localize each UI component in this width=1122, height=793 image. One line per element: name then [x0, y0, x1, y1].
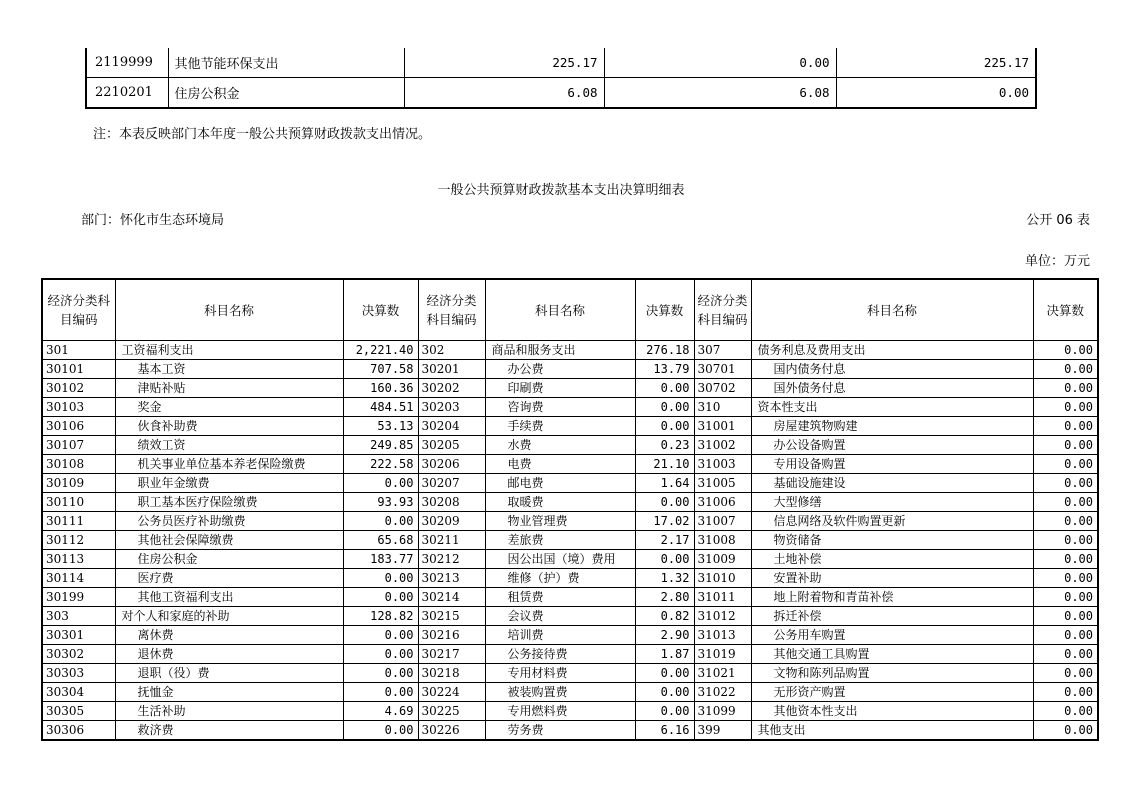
subject-code-cell: 30207	[418, 474, 485, 493]
amount-cell: 0.00	[1033, 607, 1098, 626]
subject-name-cell: 生活补助	[115, 702, 343, 721]
subject-name-cell: 机关事业单位基本养老保险缴费	[115, 455, 343, 474]
subject-name-cell: 抚恤金	[115, 683, 343, 702]
table-row	[42, 379, 1098, 398]
subject-name-cell: 租赁费	[485, 588, 635, 607]
subject-code-cell: 303	[42, 607, 115, 626]
subject-name-cell: 办公设备购置	[751, 436, 1033, 455]
expenditure-detail-table	[41, 278, 1099, 741]
subject-name-cell: 无形资产购置	[751, 683, 1033, 702]
subject-name-cell: 手续费	[485, 417, 635, 436]
table-row	[42, 569, 1098, 588]
subject-name-cell: 因公出国（境）费用	[485, 550, 635, 569]
subject-code-cell: 30109	[42, 474, 115, 493]
table-row	[42, 341, 1098, 360]
amount-cell: 160.36	[343, 379, 418, 398]
subject-code-cell: 30226	[418, 721, 485, 741]
subject-code-cell: 30305	[42, 702, 115, 721]
subject-name-cell: 奖金	[115, 398, 343, 417]
amount-cell: 0.00	[1033, 588, 1098, 607]
subject-code-cell: 30209	[418, 512, 485, 531]
subject-code-cell: 2210201	[86, 78, 168, 109]
expenditure-table-body	[42, 279, 1098, 740]
subject-code-cell: 31019	[694, 645, 751, 664]
subject-name-cell: 土地补偿	[751, 550, 1033, 569]
subject-name-cell: 公务员医疗补助缴费	[115, 512, 343, 531]
amount-cell: 0.00	[836, 78, 1036, 109]
subject-code-cell: 31001	[694, 417, 751, 436]
amount-cell: 0.00	[343, 474, 418, 493]
header-code: 经济分类科目编码	[694, 279, 751, 341]
subject-code-cell: 31099	[694, 702, 751, 721]
table-row	[42, 474, 1098, 493]
amount-cell: 0.00	[635, 702, 694, 721]
subject-name-cell: 其他资本性支出	[751, 702, 1033, 721]
subject-code-cell: 31005	[694, 474, 751, 493]
subject-name-cell: 邮电费	[485, 474, 635, 493]
amount-cell: 0.00	[1033, 683, 1098, 702]
subject-name-cell: 专用设备购置	[751, 455, 1033, 474]
subject-code-cell: 30106	[42, 417, 115, 436]
subject-code-cell: 30110	[42, 493, 115, 512]
header-amount: 决算数	[1033, 279, 1098, 341]
department-line	[81, 209, 224, 228]
amount-cell: 225.17	[836, 48, 1036, 78]
subject-code-cell: 30211	[418, 531, 485, 550]
amount-cell: 17.02	[635, 512, 694, 531]
subject-code-cell: 30215	[418, 607, 485, 626]
table-row	[42, 683, 1098, 702]
subject-code-cell: 310	[694, 398, 751, 417]
subject-code-cell: 301	[42, 341, 115, 360]
amount-cell: 2,221.40	[343, 341, 418, 360]
header-row	[42, 279, 1098, 341]
subject-code-cell: 30301	[42, 626, 115, 645]
subject-code-cell: 30702	[694, 379, 751, 398]
subject-code-cell: 307	[694, 341, 751, 360]
amount-cell: 0.00	[1033, 626, 1098, 645]
subject-name-cell: 电费	[485, 455, 635, 474]
amount-cell: 183.77	[343, 550, 418, 569]
subject-name-cell: 取暖费	[485, 493, 635, 512]
amount-cell: 0.00	[1033, 702, 1098, 721]
subject-code-cell: 30111	[42, 512, 115, 531]
subject-code-cell: 30225	[418, 702, 485, 721]
header-amount: 决算数	[635, 279, 694, 341]
amount-cell: 53.13	[343, 417, 418, 436]
subject-code-cell: 31022	[694, 683, 751, 702]
subject-code-cell: 30212	[418, 550, 485, 569]
amount-cell: 0.00	[635, 493, 694, 512]
subject-code-cell: 30303	[42, 664, 115, 683]
subject-code-cell: 30114	[42, 569, 115, 588]
subject-name-cell: 文物和陈列品购置	[751, 664, 1033, 683]
table-row	[86, 78, 1036, 109]
subject-name-cell: 医疗费	[115, 569, 343, 588]
amount-cell: 484.51	[343, 398, 418, 417]
subject-code-cell: 31012	[694, 607, 751, 626]
subject-name-cell: 会议费	[485, 607, 635, 626]
subject-code-cell: 30208	[418, 493, 485, 512]
table-row	[42, 721, 1098, 741]
amount-cell: 0.00	[343, 683, 418, 702]
table-row	[42, 512, 1098, 531]
department-name: 怀化市生态环境局	[120, 213, 225, 228]
amount-cell: 0.00	[635, 664, 694, 683]
table-row	[86, 48, 1036, 78]
subject-name-cell: 房屋建筑物购建	[751, 417, 1033, 436]
amount-cell: 0.00	[343, 569, 418, 588]
table-row	[42, 455, 1098, 474]
subject-name-cell: 维修（护）费	[485, 569, 635, 588]
table-row	[42, 550, 1098, 569]
subject-code-cell: 30103	[42, 398, 115, 417]
amount-cell: 2.17	[635, 531, 694, 550]
subject-code-cell: 31002	[694, 436, 751, 455]
subject-code-cell: 399	[694, 721, 751, 741]
subject-name-cell: 住房公积金	[115, 550, 343, 569]
subject-name-cell: 债务利息及费用支出	[751, 341, 1033, 360]
amount-cell: 1.64	[635, 474, 694, 493]
subject-name-cell: 绩效工资	[115, 436, 343, 455]
subject-name-cell: 办公费	[485, 360, 635, 379]
subject-name-cell: 基本工资	[115, 360, 343, 379]
subject-name-cell: 咨询费	[485, 398, 635, 417]
table-row	[42, 664, 1098, 683]
amount-cell: 0.00	[1033, 493, 1098, 512]
subject-name-cell: 其他交通工具购置	[751, 645, 1033, 664]
subject-code-cell: 30218	[418, 664, 485, 683]
subject-code-cell: 30102	[42, 379, 115, 398]
amount-cell: 276.18	[635, 341, 694, 360]
amount-cell: 1.87	[635, 645, 694, 664]
amount-cell: 707.58	[343, 360, 418, 379]
table-row	[42, 531, 1098, 550]
table-row	[42, 702, 1098, 721]
amount-cell: 13.79	[635, 360, 694, 379]
subject-name-cell: 救济费	[115, 721, 343, 741]
subject-name-cell: 伙食补助费	[115, 417, 343, 436]
subject-name-cell: 退职（役）费	[115, 664, 343, 683]
subject-code-cell: 30113	[42, 550, 115, 569]
subject-name-cell: 津贴补贴	[115, 379, 343, 398]
subject-code-cell: 30224	[418, 683, 485, 702]
subject-name-cell: 对个人和家庭的补助	[115, 607, 343, 626]
subject-code-cell: 30201	[418, 360, 485, 379]
amount-cell: 0.00	[1033, 379, 1098, 398]
amount-cell: 0.00	[343, 588, 418, 607]
amount-cell: 249.85	[343, 436, 418, 455]
subject-name-cell: 安置补助	[751, 569, 1033, 588]
subject-name-cell: 工资福利支出	[115, 341, 343, 360]
subject-code-cell: 30213	[418, 569, 485, 588]
table-row	[42, 493, 1098, 512]
amount-cell: 93.93	[343, 493, 418, 512]
subject-code-cell: 30108	[42, 455, 115, 474]
subject-name-cell: 职业年金缴费	[115, 474, 343, 493]
subject-name-cell: 职工基本医疗保险缴费	[115, 493, 343, 512]
subject-name-cell: 资本性支出	[751, 398, 1033, 417]
subject-name-cell: 拆迁补偿	[751, 607, 1033, 626]
page-title: 一般公共预算财政拨款基本支出决算明细表	[437, 183, 685, 198]
table-note: 注：本表反映部门本年度一般公共预算财政拨款支出情况。	[93, 127, 432, 142]
amount-cell: 0.00	[1033, 531, 1098, 550]
subject-name-cell: 大型修缮	[751, 493, 1033, 512]
amount-cell: 0.00	[604, 48, 836, 78]
subject-code-cell: 31009	[694, 550, 751, 569]
subject-code-cell: 30199	[42, 588, 115, 607]
amount-cell: 0.23	[635, 436, 694, 455]
subject-code-cell: 30204	[418, 417, 485, 436]
header-code: 经济分类科目编码	[418, 279, 485, 341]
table-row	[42, 436, 1098, 455]
amount-cell: 0.00	[635, 550, 694, 569]
amount-cell: 0.00	[343, 512, 418, 531]
header-name: 科目名称	[751, 279, 1033, 341]
subject-name-cell: 国外债务付息	[751, 379, 1033, 398]
subject-name-cell: 离休费	[115, 626, 343, 645]
amount-cell: 0.00	[1033, 417, 1098, 436]
amount-cell: 0.00	[1033, 455, 1098, 474]
amount-cell: 0.00	[343, 664, 418, 683]
subject-name-cell: 印刷费	[485, 379, 635, 398]
amount-cell: 0.00	[1033, 436, 1098, 455]
subject-code-cell: 30112	[42, 531, 115, 550]
amount-cell: 0.00	[1033, 341, 1098, 360]
amount-cell: 0.00	[635, 398, 694, 417]
header-code: 经济分类科目编码	[42, 279, 115, 341]
subject-name-cell: 物业管理费	[485, 512, 635, 531]
subject-name-cell: 专用材料费	[485, 664, 635, 683]
subject-code-cell: 30205	[418, 436, 485, 455]
table-row	[42, 360, 1098, 379]
table-row	[42, 626, 1098, 645]
amount-cell: 65.68	[343, 531, 418, 550]
amount-cell: 0.00	[343, 721, 418, 741]
subject-name-cell: 信息网络及软件购置更新	[751, 512, 1033, 531]
top-continuation-table	[85, 48, 1037, 109]
subject-name-cell: 其他支出	[751, 721, 1033, 741]
subject-code-cell: 31013	[694, 626, 751, 645]
amount-cell: 0.00	[1033, 645, 1098, 664]
subject-code-cell: 30101	[42, 360, 115, 379]
amount-cell: 0.00	[343, 645, 418, 664]
amount-cell: 2.80	[635, 588, 694, 607]
subject-name-cell: 住房公积金	[168, 78, 404, 109]
subject-name-cell: 国内债务付息	[751, 360, 1033, 379]
amount-cell: 1.32	[635, 569, 694, 588]
table-row	[42, 417, 1098, 436]
top-table-body	[86, 48, 1036, 108]
amount-cell: 0.00	[1033, 398, 1098, 417]
amount-cell: 0.00	[635, 379, 694, 398]
amount-cell: 6.16	[635, 721, 694, 741]
subject-name-cell: 物资储备	[751, 531, 1033, 550]
header-name: 科目名称	[485, 279, 635, 341]
amount-cell: 21.10	[635, 455, 694, 474]
subject-name-cell: 其他工资福利支出	[115, 588, 343, 607]
subject-name-cell: 水费	[485, 436, 635, 455]
department-label: 部门：	[81, 213, 121, 228]
amount-cell: 4.69	[343, 702, 418, 721]
table-row	[42, 645, 1098, 664]
subject-name-cell: 商品和服务支出	[485, 341, 635, 360]
subject-code-cell: 30214	[418, 588, 485, 607]
subject-code-cell: 30304	[42, 683, 115, 702]
subject-name-cell: 其他节能环保支出	[168, 48, 404, 78]
subject-code-cell: 31021	[694, 664, 751, 683]
amount-cell: 0.00	[1033, 664, 1098, 683]
header-amount: 决算数	[343, 279, 418, 341]
amount-cell: 222.58	[343, 455, 418, 474]
subject-code-cell: 30202	[418, 379, 485, 398]
subject-name-cell: 专用燃料费	[485, 702, 635, 721]
subject-name-cell: 被装购置费	[485, 683, 635, 702]
subject-code-cell: 30107	[42, 436, 115, 455]
subject-code-cell: 30306	[42, 721, 115, 741]
subject-name-cell: 公务接待费	[485, 645, 635, 664]
amount-cell: 2.90	[635, 626, 694, 645]
amount-cell: 0.00	[1033, 721, 1098, 741]
subject-name-cell: 退休费	[115, 645, 343, 664]
table-row	[42, 588, 1098, 607]
header-name: 科目名称	[115, 279, 343, 341]
subject-code-cell: 30206	[418, 455, 485, 474]
unit-label: 单位：万元	[1024, 254, 1090, 269]
subject-code-cell: 30302	[42, 645, 115, 664]
subject-code-cell: 302	[418, 341, 485, 360]
subject-code-cell: 31011	[694, 588, 751, 607]
amount-cell: 0.00	[1033, 550, 1098, 569]
subject-code-cell: 31010	[694, 569, 751, 588]
subject-name-cell: 差旅费	[485, 531, 635, 550]
amount-cell: 0.00	[1033, 474, 1098, 493]
subject-code-cell: 2119999	[86, 48, 168, 78]
amount-cell: 225.17	[404, 48, 604, 78]
subject-name-cell: 其他社会保障缴费	[115, 531, 343, 550]
subject-name-cell: 地上附着物和青苗补偿	[751, 588, 1033, 607]
amount-cell: 0.00	[343, 626, 418, 645]
amount-cell: 0.00	[635, 683, 694, 702]
amount-cell: 0.00	[1033, 512, 1098, 531]
table-row	[42, 607, 1098, 626]
amount-cell: 0.82	[635, 607, 694, 626]
subject-code-cell: 31008	[694, 531, 751, 550]
subject-code-cell: 30216	[418, 626, 485, 645]
subject-code-cell: 31006	[694, 493, 751, 512]
amount-cell: 0.00	[1033, 360, 1098, 379]
amount-cell: 6.08	[604, 78, 836, 109]
subject-name-cell: 劳务费	[485, 721, 635, 741]
subject-code-cell: 30701	[694, 360, 751, 379]
amount-cell: 6.08	[404, 78, 604, 109]
subject-name-cell: 基础设施建设	[751, 474, 1033, 493]
form-number: 公开 06 表	[1026, 213, 1090, 228]
subject-code-cell: 30203	[418, 398, 485, 417]
amount-cell: 128.82	[343, 607, 418, 626]
subject-code-cell: 31007	[694, 512, 751, 531]
subject-name-cell: 培训费	[485, 626, 635, 645]
amount-cell: 0.00	[635, 417, 694, 436]
amount-cell: 0.00	[1033, 569, 1098, 588]
subject-code-cell: 30217	[418, 645, 485, 664]
subject-code-cell: 31003	[694, 455, 751, 474]
subject-name-cell: 公务用车购置	[751, 626, 1033, 645]
table-row	[42, 398, 1098, 417]
